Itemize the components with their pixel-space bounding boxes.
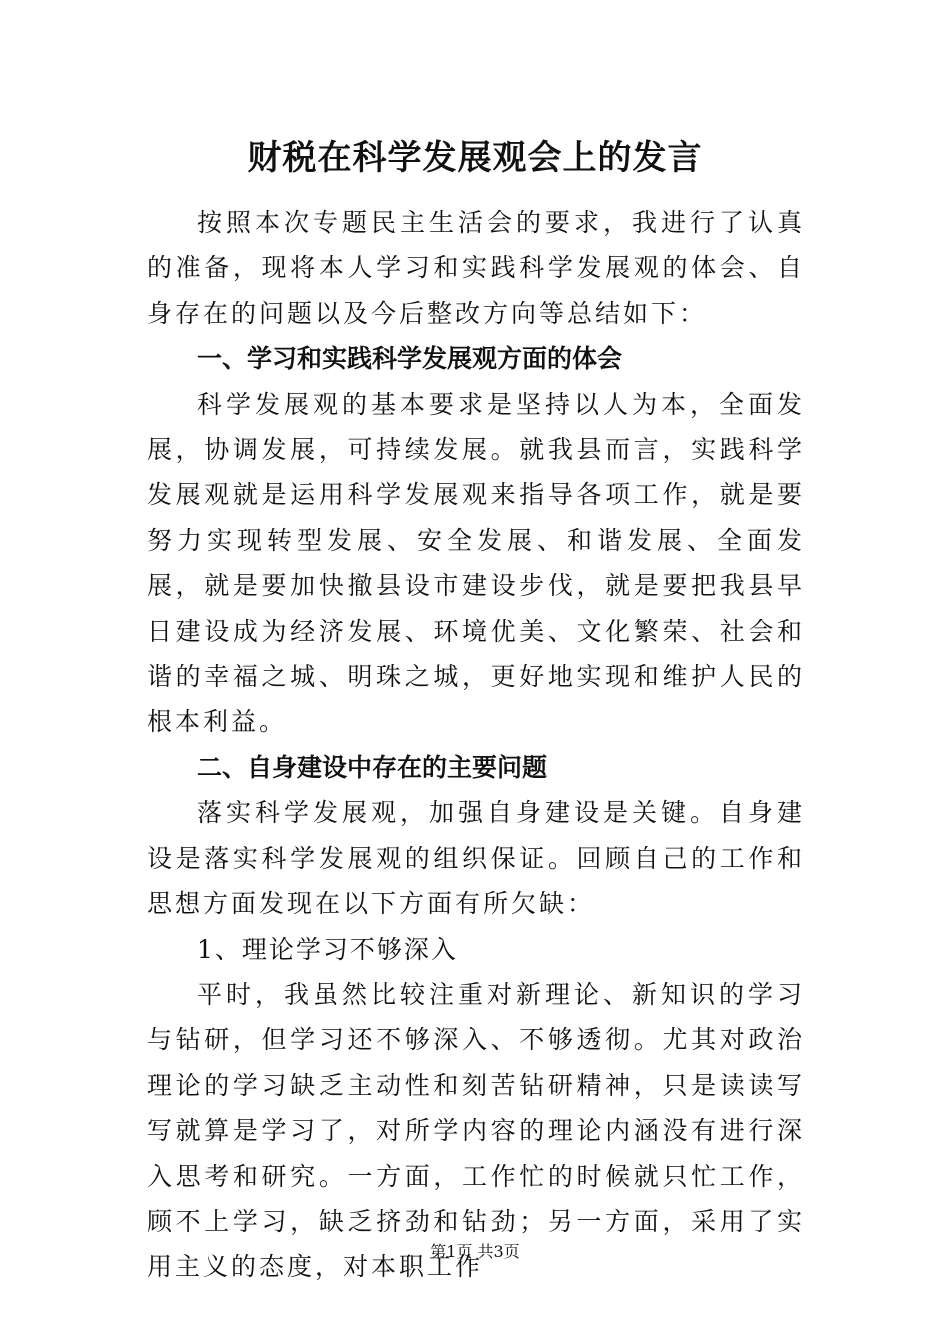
paragraph-subsection-1: 平时，我虽然比较注重对新理论、新知识的学习与钻研，但学习还不够深入、不够透彻。尤其对政治理论的学习缺乏主动性和刻苦钻研精神，只是读读写写就算是学习了，对所学内容的理论内涵没有进行深入思考和研究。一方面，工作忙的时候就只忙工作，顾不上学习，缺乏挤劲和钻劲；另一方面，采用了实用主义的态度，对本职工作 bbox=[147, 979, 805, 1282]
section-heading-2: 二、自身建设中存在的主要问题 bbox=[197, 752, 548, 782]
page-number-footer: 第1页 共3页 bbox=[430, 1242, 520, 1261]
paragraph-section-2: 落实科学发展观，加强自身建设是关键。自身建设是落实科学发展观的组织保证。回顾自己的工作和思想方面发现在以下方面有所欠缺： bbox=[147, 798, 805, 919]
section-heading-1: 一、学习和实践科学发展观方面的体会 bbox=[197, 344, 623, 374]
subheading-1: 1、理论学习不够深入 bbox=[197, 934, 458, 964]
document-body bbox=[147, 200, 805, 1290]
paragraph-section-1: 科学发展观的基本要求是坚持以人为本，全面发展，协调发展，可持续发展。就我县而言，实践科学发展观就是运用科学发展观来指导各项工作，就是要努力实现转型发展、安全发展、和谐发展、全面发展，就是要加快撤县设市建设步伐，就是要把我县早日建设成为经济发展、环境优美、文化繁荣、社会和谐的幸福之城、明珠之城，更好地实现和维护人民的根本利益。 bbox=[147, 389, 805, 737]
document-title: 财税在科学发展观会上的发言 bbox=[247, 138, 703, 178]
paragraph-intro: 按照本次专题民主生活会的要求，我进行了认真的准备，现将本人学习和实践科学发展观的体会、自身存在的问题以及今后整改方向等总结如下： bbox=[147, 208, 805, 328]
